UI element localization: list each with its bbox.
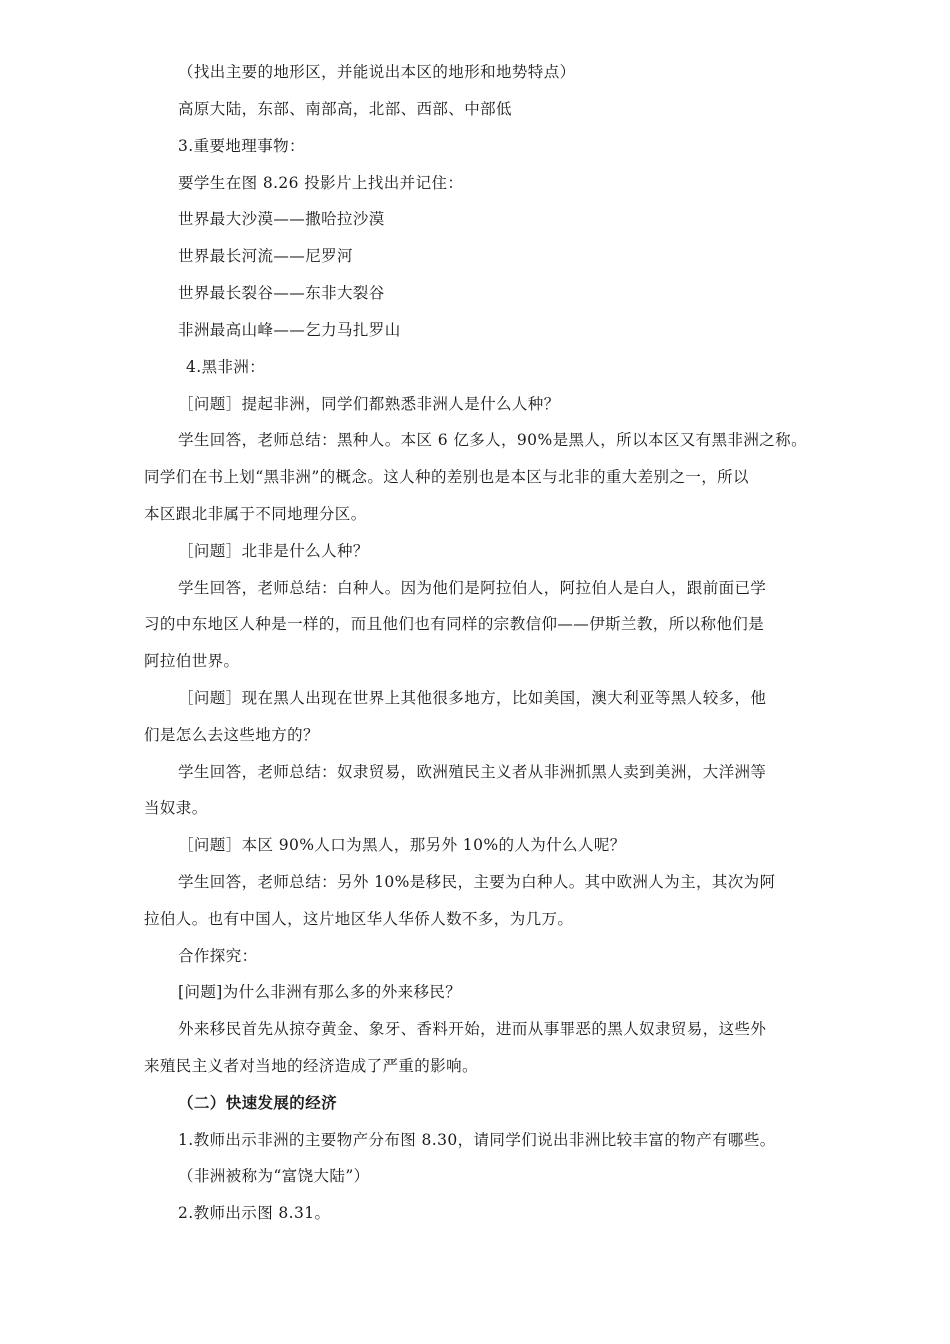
paragraph-line: 拉伯人。也有中国人，这片地区华人华侨人数不多，为几万。: [144, 910, 574, 928]
paragraph-line: 学生回答，老师总结：黑种人。本区 6 亿多人，90%是黑人，所以本区又有黑非洲之称。: [178, 431, 807, 449]
question-line: ［问题］北非是什么人种？: [178, 542, 369, 560]
paragraph-line: （非洲被称为“富饶大陆”）: [178, 1167, 370, 1185]
paragraph-line: 阿拉伯世界。: [144, 652, 240, 670]
list-item: 非洲最高山峰——乞力马扎罗山: [178, 321, 401, 339]
section-heading: 4.黑非洲：: [186, 358, 266, 376]
question-line: ［问题］现在黑人出现在世界上其他很多地方，比如美国，澳大利亚等黑人较多，他: [178, 689, 767, 707]
list-item: 世界最长河流——尼罗河: [178, 247, 353, 265]
paragraph-line: 学生回答，老师总结：另外 10%是移民，主要为白种人。其中欧洲人为主，其次为阿: [178, 873, 776, 891]
paragraph-line: 1.教师出示非洲的主要物产分布图 8.30，请同学们说出非洲比较丰富的物产有哪些。: [178, 1131, 776, 1149]
list-item: 世界最大沙漠——撒哈拉沙漠: [178, 210, 385, 228]
paragraph-line: 学生回答，老师总结：奴隶贸易，欧洲殖民主义者从非洲抓黑人卖到美洲，大洋洲等: [178, 763, 767, 781]
list-item: 世界最长裂谷——东非大裂谷: [178, 284, 385, 302]
section-heading: （二）快速发展的经济: [178, 1094, 338, 1112]
paragraph-line: 学生回答，老师总结：白种人。因为他们是阿拉伯人，阿拉伯人是白人，跟前面已学: [178, 579, 767, 597]
paragraph-line: 要学生在图 8.26 投影片上找出并记住：: [178, 174, 464, 192]
paragraph-line: 2.教师出示图 8.31。: [178, 1204, 331, 1222]
question-line: [问题]为什么非洲有那么多的外来移民？: [178, 983, 462, 1001]
question-line: ［问题］提起非洲，同学们都熟悉非洲人是什么人种？: [178, 395, 560, 413]
paragraph-line: 同学们在书上划“黑非洲”的概念。这人种的差别也是本区与北非的重大差别之一，所以: [144, 468, 749, 486]
paragraph-line: 来殖民主义者对当地的经济造成了严重的影响。: [144, 1057, 478, 1075]
paragraph-line: 本区跟北非属于不同地理分区。: [144, 505, 367, 523]
section-heading: 3.重要地理事物：: [178, 137, 305, 155]
question-line: ［问题］本区 90%人口为黑人，那另外 10%的人为什么人呢？: [178, 836, 626, 854]
paragraph-line: 合作探究：: [178, 947, 258, 965]
paragraph-line: 当奴隶。: [144, 799, 208, 817]
paragraph-line: 高原大陆，东部、南部高，北部、西部、中部低: [178, 100, 512, 118]
paragraph-line: 习的中东地区人种是一样的，而且他们也有同样的宗教信仰——伊斯兰教，所以称他们是: [144, 615, 765, 633]
paragraph-line: （找出主要的地形区，并能说出本区的地形和地势特点）: [178, 63, 576, 81]
paragraph-line: 们是怎么去这些地方的？: [144, 726, 319, 744]
paragraph-line: 外来移民首先从掠夺黄金、象牙、香料开始，进而从事罪恶的黑人奴隶贸易，这些外: [178, 1020, 767, 1038]
